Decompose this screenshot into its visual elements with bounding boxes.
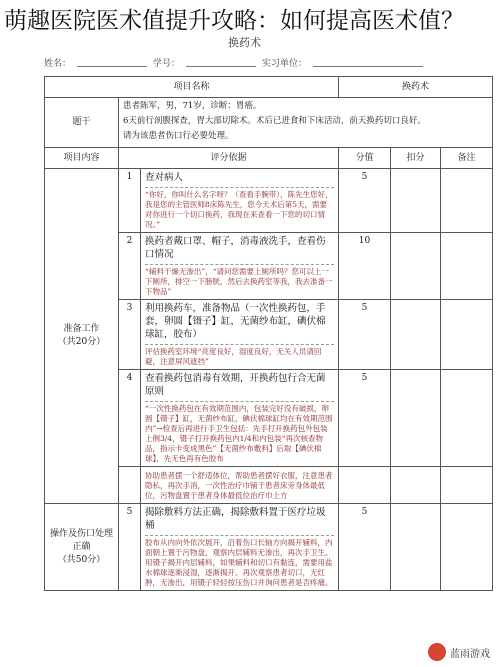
item-detail: “辅料干燥无渗出”，“请问您需要上厕所吗？您可以上一下厕所，排空一下膀胱，然后去换药室等我，我去准备一下物品” xyxy=(145,264,334,297)
item-score xyxy=(339,467,391,504)
item-detail: 协助患者摆一个舒适体位，帮助患者摆好衣服，注意患者隐私，再次手消，一次性治疗巾铺于患者床旁身体最低位，污物盘置于患者身体最低位治疗巾上方 xyxy=(145,471,333,500)
student-info-row xyxy=(44,56,464,69)
headline-title: 萌趣医院医术值提升攻略：如何提高医术值？ xyxy=(4,8,464,34)
item-score: 5 xyxy=(339,300,391,370)
logo-icon xyxy=(428,643,446,661)
deduct-cell xyxy=(391,467,441,504)
table-row xyxy=(45,504,493,591)
note-cell xyxy=(441,370,493,467)
unit-blank xyxy=(313,56,423,67)
deduct-cell xyxy=(391,370,441,467)
note-cell xyxy=(441,169,493,233)
topic-label: 题干 xyxy=(45,98,119,148)
topic-line: 请为该患者伤口行必要处理。 xyxy=(123,131,234,141)
item-score: 5 xyxy=(339,169,391,233)
item-score: 5 xyxy=(339,370,391,467)
item-detail: 胶布从内向外依次展开，沿着伤口长轴方向揭开辅料，内面朝上置于污物盘，观察内层辅料无渗出，再次手卫生。用镊子揭开内层辅料，如果辅料和切口有黏连，需要用盐水棉球逐渐浸湿，逐渐揭开。再次观察患者切口，无红肿，无渗出，用镊子轻轻按压伤口并询问患者是否疼痛。 xyxy=(145,535,334,588)
deduct-cell xyxy=(391,169,441,233)
item-detail: “一次性换药包在有效期范围内，包装完好没有破损，卵圆【镊子】缸，无菌纱布缸，碘伏棉球缸均在有效期范围内”→检查后再进行手卫生包括：先手打开换药包外包装上侧3/4，镊子打开换药包内1/4和内包装“再次核查物品，指示卡变成黑色”【无菌纱布敷料】后取【碘伏棉球】，先无色再有色胶布 xyxy=(145,401,334,464)
item-number xyxy=(119,467,141,504)
project-row xyxy=(45,77,493,98)
table-row xyxy=(45,169,493,233)
topic-line: 6天前行剖腹探查，胃大部切除术。术后已进食和下床活动，前天换药切口良好。 xyxy=(123,116,426,126)
watermark-text: 蓝雨游戏 xyxy=(450,648,490,660)
item-title: 揭除敷料方法正确，揭除敷料置于医疗垃圾桶 xyxy=(145,507,326,531)
item-number: 2 xyxy=(119,233,141,300)
col-deduct: 扣分 xyxy=(391,148,441,169)
deduct-cell xyxy=(391,504,441,591)
item-criteria xyxy=(141,370,339,467)
item-score: 5 xyxy=(339,504,391,591)
item-title: 换药者戴口罩、帽子，消毒液洗手，查看伤口情况 xyxy=(145,236,326,260)
topic-line: 患者陈军，男，71岁，诊断：胃癌。 xyxy=(123,101,262,111)
item-number: 4 xyxy=(119,370,141,467)
item-title: 利用换药车，准备物品（一次性换药包，手套，卵圆【镊子】缸，无菌纱布缸，碘伏棉球缸，胶布） xyxy=(145,303,326,340)
name-label: 姓名： xyxy=(44,59,72,69)
item-title: 查看换药包消毒有效期，开换药包行合无菌原则 xyxy=(145,373,326,397)
evaluation-table xyxy=(44,76,493,591)
note-cell xyxy=(441,467,493,504)
item-number: 5 xyxy=(119,504,141,591)
item-number: 1 xyxy=(119,169,141,233)
watermark xyxy=(424,641,494,663)
project-label: 项目名称 xyxy=(45,77,339,98)
document-title: 换药术 xyxy=(228,36,261,49)
id-blank xyxy=(186,56,256,67)
deduct-cell xyxy=(391,300,441,370)
note-cell xyxy=(441,233,493,300)
item-criteria xyxy=(141,169,339,233)
col-content: 项目内容 xyxy=(45,148,119,169)
item-detail: 评估换药室环境“亮度良好，湿度良好，无关人员请回避，注意屏风遮挡” xyxy=(145,344,334,367)
col-criteria: 评分依据 xyxy=(119,148,339,169)
col-score: 分值 xyxy=(339,148,391,169)
header-row xyxy=(45,148,493,169)
section-label: 准备工作 （共20分） xyxy=(45,169,119,504)
item-number: 3 xyxy=(119,300,141,370)
deduct-cell xyxy=(391,233,441,300)
item-title: 查对病人 xyxy=(145,172,184,183)
note-cell xyxy=(441,504,493,591)
id-label: 学号： xyxy=(153,59,181,69)
topic-row xyxy=(45,98,493,148)
name-blank xyxy=(77,56,147,67)
item-criteria xyxy=(141,504,339,591)
section-label: 操作及伤口处理正确 （共50分） xyxy=(45,504,119,591)
col-note: 备注 xyxy=(441,148,493,169)
project-value: 换药术 xyxy=(339,77,493,98)
topic-text xyxy=(119,98,493,148)
item-score: 10 xyxy=(339,233,391,300)
item-criteria xyxy=(141,467,339,504)
note-cell xyxy=(441,300,493,370)
item-criteria xyxy=(141,300,339,370)
item-criteria xyxy=(141,233,339,300)
unit-label: 实习单位： xyxy=(262,59,308,69)
item-detail: “你好，你叫什么名字呀？（查看手腕带），陈先生您好，我是您的主管医师8床陈先生，您今天术后第5天，需要对你进行一个切口换药，我现在来查看一下您的切口情况。” xyxy=(145,187,334,230)
